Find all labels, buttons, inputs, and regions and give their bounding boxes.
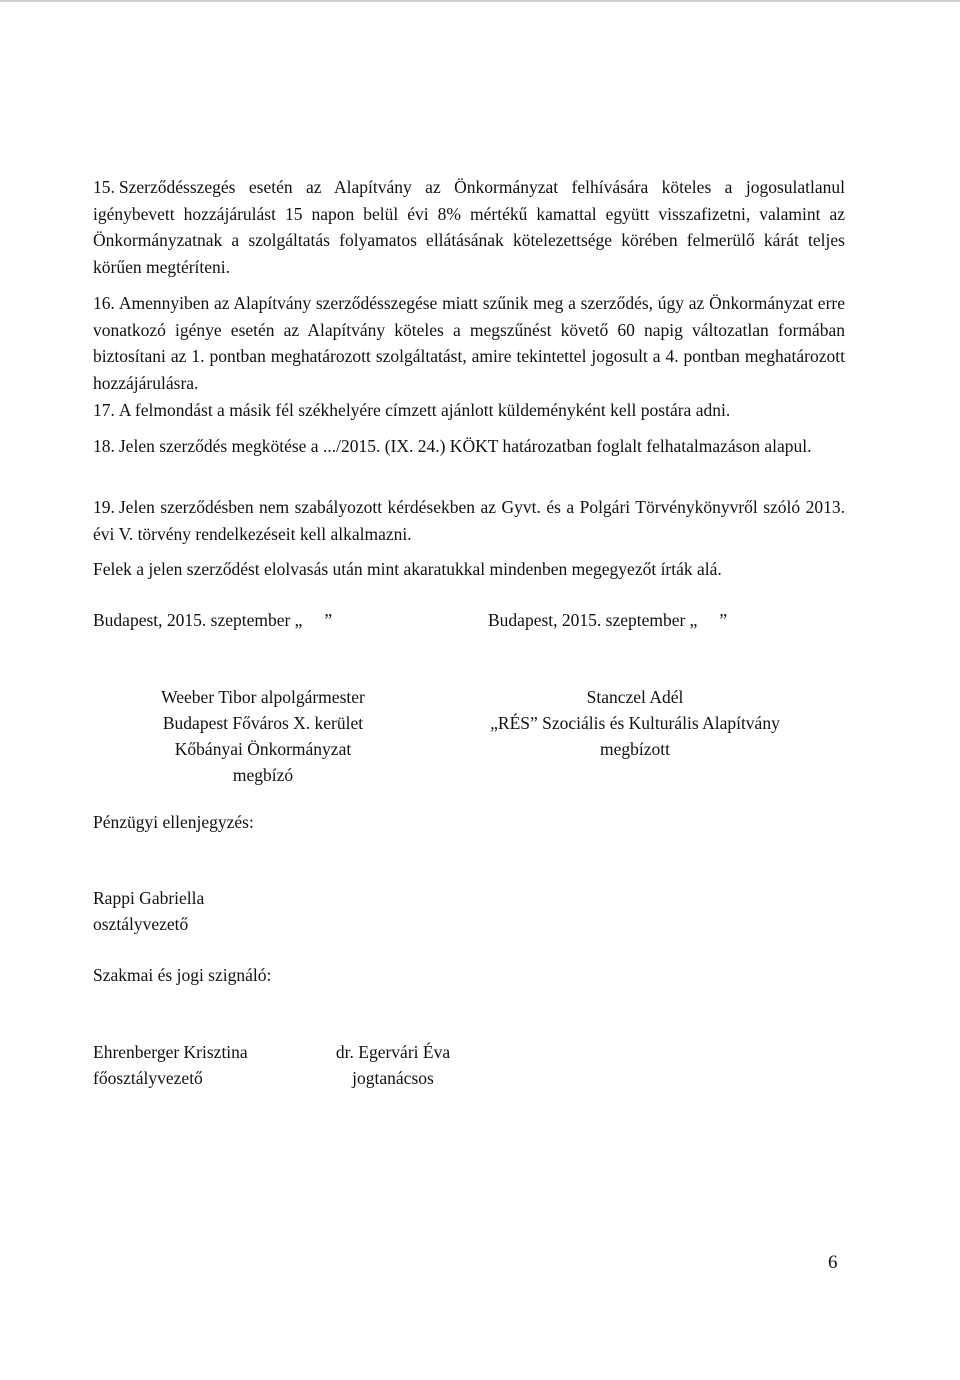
signatory-right-org: „RÉS” Szociális és Kulturális Alapítvány xyxy=(490,713,780,733)
signatory-left-name: Weeber Tibor alpolgármester xyxy=(161,687,365,707)
signatory-right-name: Stanczel Adél xyxy=(586,687,684,707)
paragraph-17 xyxy=(93,397,845,424)
paragraph-number: 15. xyxy=(93,177,115,197)
legal-signer-1-name: Ehrenberger Krisztina xyxy=(93,1042,248,1062)
signatory-left-org: Kőbányai Önkormányzat xyxy=(174,739,352,759)
page-number: 6 xyxy=(828,1252,838,1273)
legal-signer-2-name: dr. Egervári Éva xyxy=(335,1042,451,1062)
paragraph-text: Amennyiben az Alapítvány szerződésszegése miatt szűnik meg a szerződés, úgy az Önkormányzat erre vonatkozó igénye esetén az Alapítvány köteles a megszűnést követő 60 napig változatlan formában biztosítani az 1. pontban meghatározott szolgáltatást, amire tekintettel jogosult a 4. pontban meghatározott hozzájárulásra. xyxy=(93,293,845,393)
paragraph-18 xyxy=(93,433,845,460)
paragraph-text: Jelen szerződés megkötése a .../2015. (IX. 24.) KÖKT határozatban foglalt felhatalmazáson alapul. xyxy=(118,436,812,456)
financial-signer-name: Rappi Gabriella xyxy=(93,888,205,908)
top-rule xyxy=(0,0,960,2)
paragraph-19 xyxy=(93,494,845,547)
date-right: Budapest, 2015. szeptember „ ” xyxy=(488,610,728,630)
signatory-right-role: megbízott xyxy=(600,739,670,759)
legal-signer-1 xyxy=(93,1039,248,1091)
paragraph-text: Jelen szerződésben nem szabályozott kérdésekben az Gyvt. és a Polgári Törvénykönyvről szóló 2013. évi V. törvény rendelkezéseit kell alkalmazni. xyxy=(93,497,845,544)
financial-signer-title: osztályvezető xyxy=(93,914,189,934)
closing-statement: Felek a jelen szerződést elolvasás után mint akaratukkal mindenben megegyezőt írták alá. xyxy=(93,559,722,579)
legal-signer-2-title: jogtanácsos xyxy=(352,1068,434,1088)
financial-signer xyxy=(93,885,204,937)
signatory-left-org: Budapest Főváros X. kerület xyxy=(162,713,364,733)
financial-countersign-label: Pénzügyi ellenjegyzés: xyxy=(93,812,254,832)
legal-signer-2 xyxy=(318,1039,468,1091)
date-left: Budapest, 2015. szeptember „ ” xyxy=(93,610,333,630)
paragraph-number: 19. xyxy=(93,497,115,517)
paragraph-text: A felmondást a másik fél székhelyére címzett ajánlott küldeményként kell postára adni. xyxy=(118,400,731,420)
paragraph-text: Szerződésszegés esetén az Alapítvány az Önkormányzat felhívására köteles a jogosulatlanul igénybevett hozzájárulást 15 napon belül évi 8% mértékű kamattal együtt visszafizetni, valamint az Önkormányzatnak a szolgáltatás folyamatos ellátásának kötelezettsége körében felmerülő kárát teljes körűen megtéríteni. xyxy=(93,177,845,277)
paragraph-15 xyxy=(93,174,845,280)
signatory-left-role: megbízó xyxy=(232,765,294,785)
signatory-left xyxy=(138,684,388,788)
paragraph-number: 18. xyxy=(93,436,115,456)
signatory-right xyxy=(470,684,800,762)
paragraph-16 xyxy=(93,290,845,396)
paragraph-number: 16. xyxy=(93,293,115,313)
paragraph-number: 17. xyxy=(93,400,115,420)
legal-review-label: Szakmai és jogi szignáló: xyxy=(93,965,272,985)
legal-signer-1-title: főosztályvezető xyxy=(93,1068,203,1088)
